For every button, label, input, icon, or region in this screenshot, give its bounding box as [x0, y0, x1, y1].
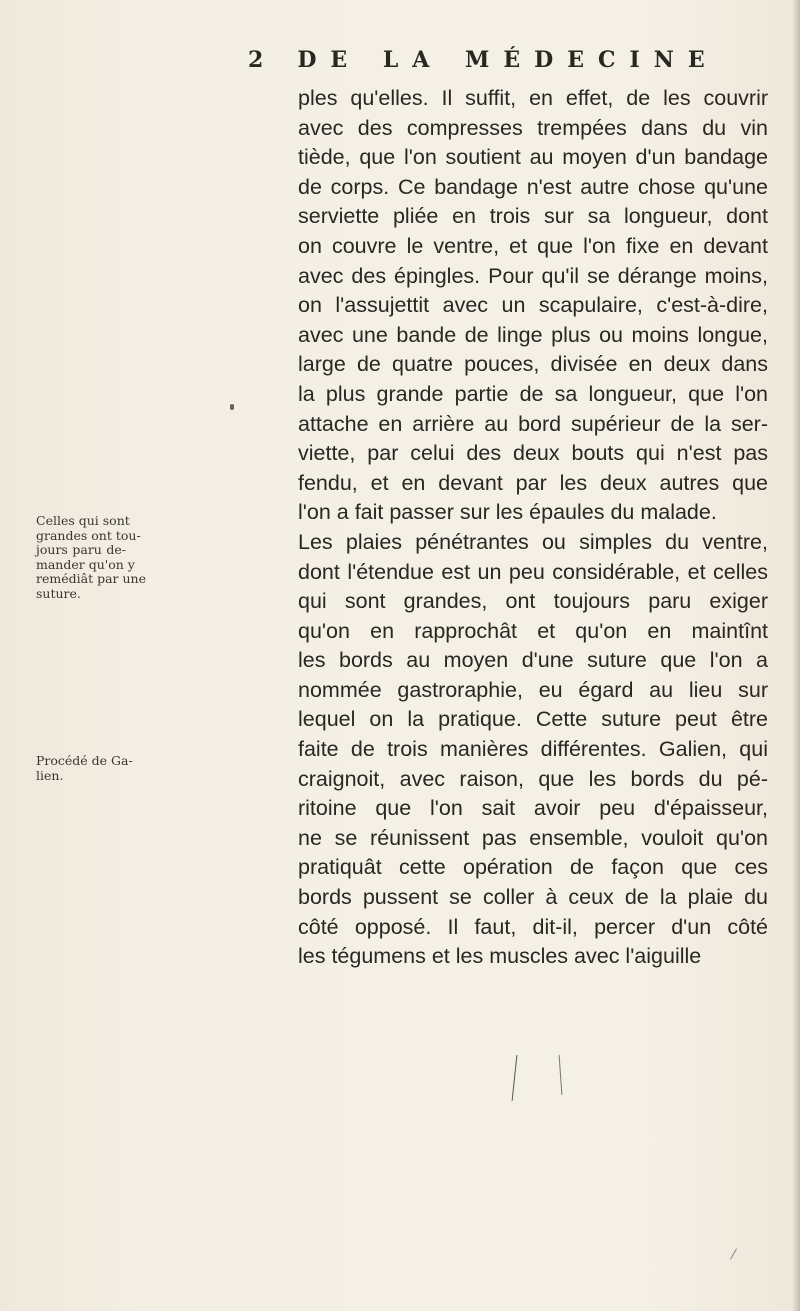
text-line: côté opposé. Il faut, dit-il, percer d'un côté [298, 914, 768, 939]
margin-note-line: Procédé de Ga- [36, 753, 133, 768]
stray-ink-mark [730, 1249, 737, 1260]
page-edge-shadow [792, 0, 800, 1311]
margin-note-line: lien. [36, 767, 64, 783]
margin-note-line: remédiât par une [36, 571, 146, 587]
text-line: craignoit, avec raison, que les bords du pé- [298, 766, 768, 791]
text-line: on l'assujettit avec un scapulaire, c'est-à-dire, [298, 293, 768, 318]
text-line: qui sont grandes, ont toujours paru exiger [298, 589, 768, 614]
text-line: ples qu'elles. Il suffit, en effet, de les couvrir [298, 86, 768, 110]
text-line: lequel on la pratique. Cette suture peut être [298, 707, 768, 732]
text-line: tiède, que l'on soutient au moyen d'un bandage [298, 145, 768, 170]
text-line: bords pussent se coller à ceux de la plaie du [298, 885, 768, 910]
text-line: on couvre le ventre, et que l'on fixe en devant [298, 233, 768, 258]
text-line: nommée gastroraphie, eu égard au lieu sur [298, 677, 768, 702]
margin-note-line: mander qu'on y [36, 556, 135, 572]
text-line: les bords au moyen d'une suture que l'on a [298, 648, 768, 673]
margin-note-galien [36, 753, 133, 783]
text-line: serviette pliée en trois sur sa longueur, dont [298, 204, 768, 229]
text-line: la plus grande partie de sa longueur, que l'on [298, 381, 768, 406]
text-line: avec une bande de linge plus ou moins longue, [298, 322, 768, 347]
text-line: pratiquât cette opération de façon que ces [298, 855, 768, 880]
text-line: de corps. Ce bandage n'est autre chose qu'une [298, 174, 768, 199]
stray-ink-mark [559, 1055, 563, 1095]
text-line: fendu, et en devant par les deux autres que [298, 470, 768, 495]
stray-ink-mark [512, 1055, 518, 1101]
margin-note-sutures [36, 513, 146, 602]
margin-note-line: Celles qui sont [36, 513, 130, 528]
text-line: dont l'étendue est un peu considérable, et celles [298, 559, 768, 584]
text-line: qu'on en rapprochât et qu'on en maintînt [298, 618, 768, 643]
margin-note-line: jours paru de- [36, 542, 126, 558]
text-line: viette, par celui des deux bouts qui n'est pas [298, 441, 768, 466]
running-title: DE LA MÉDECINE [297, 47, 719, 73]
margin-note-line: suture. [36, 585, 81, 601]
text-line: attache en arrière au bord supérieur de la ser- [298, 411, 768, 436]
text-line: avec des compresses trempées dans du vin [298, 115, 768, 140]
margin-note-line: grandes ont tou- [36, 527, 141, 543]
ink-speck [230, 404, 234, 410]
text-line: Les plaies pénétrantes ou simples du ventre, [298, 529, 768, 554]
text-line: avec des épingles. Pour qu'il se dérange moins, [298, 263, 768, 288]
text-line: large de quatre pouces, divisée en deux dans [298, 352, 768, 377]
text-line: faite de trois manières différentes. Galien, qui [298, 737, 768, 762]
text-line: l'on a fait passer sur les épaules du malade. [298, 500, 717, 525]
running-header [248, 47, 719, 73]
page-number: 2 [248, 47, 264, 73]
main-text-block [298, 84, 768, 972]
text-line: ne se réunissent pas ensemble, vouloit qu'on [298, 825, 768, 850]
text-line: les tégumens et les muscles avec l'aiguille [298, 944, 702, 969]
text-line: ritoine que l'on sait avoir peu d'épaisseur, [298, 796, 768, 821]
